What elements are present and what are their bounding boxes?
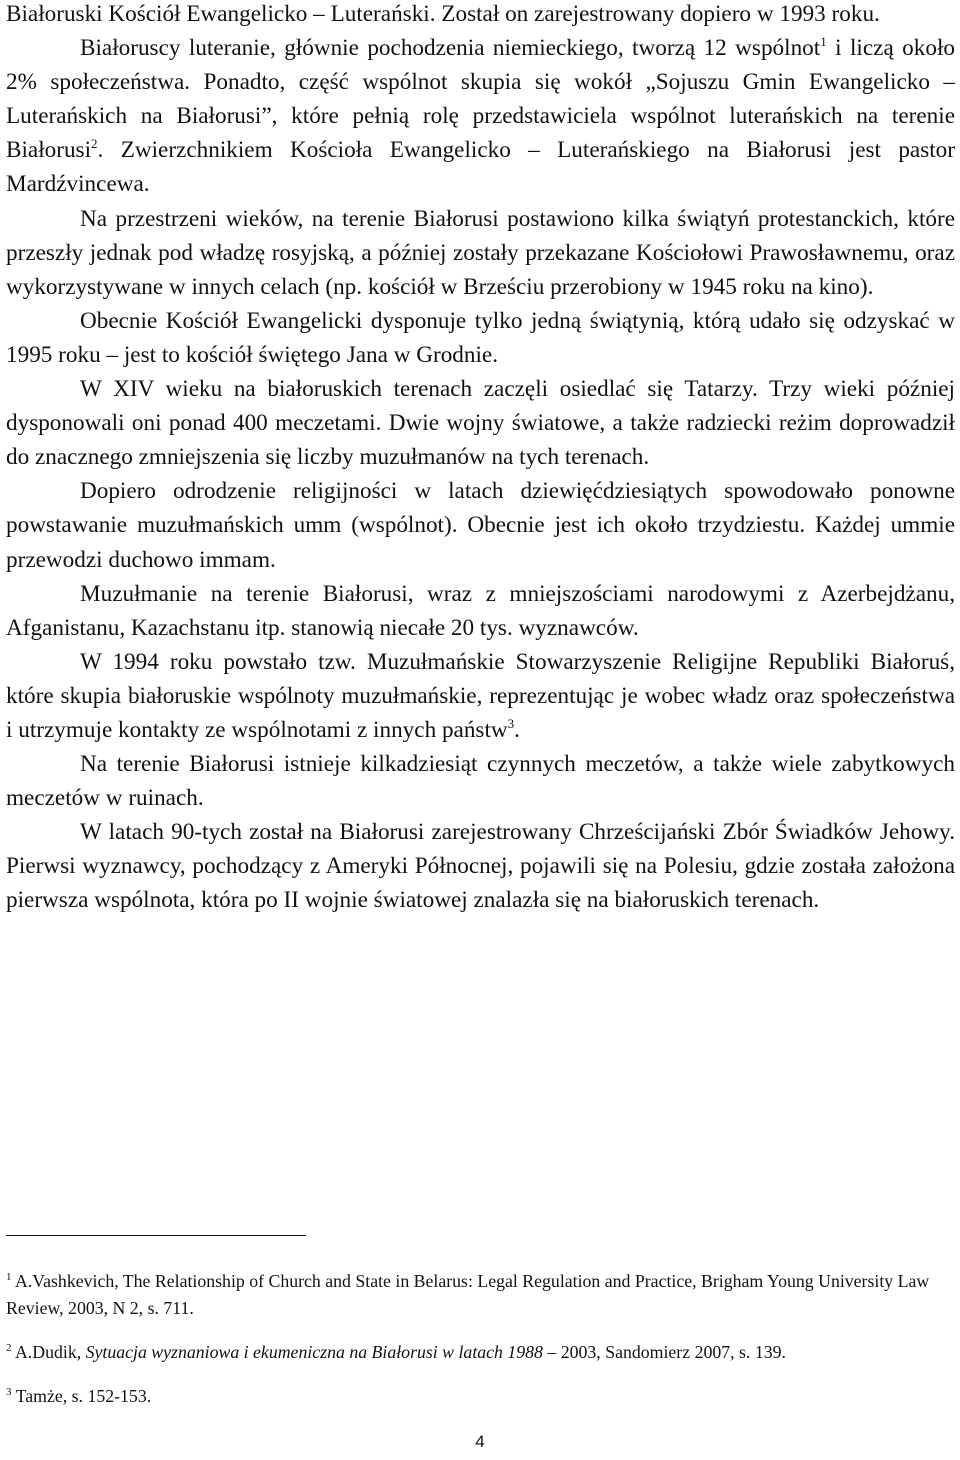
text-run: .: [514, 716, 520, 743]
footnote-text: – 2003, Sandomierz 2007, s. 139.: [542, 1342, 786, 1362]
text-run: W 1994 roku powstało tzw. Muzułmańskie Stowarzyszenie Religijne Republiki Białoruś, które skupia białoruskie wspólnoty muzułmańskie, reprezentując je wobec władz oraz społeczeństwa i utrzymuje kontakty ze wspólnotami z innych państw: [6, 648, 955, 743]
footnote-number: 3: [6, 1386, 12, 1398]
paragraph: Białoruski Kościół Ewangelicko – Luterański. Został on zarejestrowany dopiero w 1993 roku.: [6, 1, 880, 27]
text-run: i liczą około 2% społeczeństwa. Ponadto, część wspólnot skupia się wokół „Sojuszu Gmin Ewangelicko – Luterańskich na Białorusi”, które pełnią rolę przedstawiciela wspólnot luterańskich na terenie Białorusi: [6, 35, 955, 164]
footnote-ref: 3: [507, 715, 515, 731]
paragraph: Obecnie Kościół Ewangelicki dysponuje tylko jedną świątynią, którą udało się odzyskać w 1995 roku – jest to kościół świętego Jana w Grodnie.: [6, 307, 955, 368]
footnote-text: Tamże, s. 152-153.: [15, 1386, 152, 1406]
paragraph: W XIV wieku na białoruskich terenach zaczęli osiedlać się Tatarzy. Trzy wieki później dysponowali oni ponad 400 meczetami. Dwie wojny światowe, a także radziecki reżim doprowadził do znacznego zmniejszenia się liczby muzułmanów na tych terenach.: [6, 376, 955, 471]
paragraph: Dopiero odrodzenie religijności w latach dziewięćdziesiątych spowodowało ponowne powstawanie muzułmańskich umm (wspólnot). Obecnie jest ich około trzydziestu. Każdej ummie przewodzi duchowo immam.: [6, 478, 955, 573]
footnote-separator: [6, 1235, 306, 1236]
footnote-title: Sytuacja wyznaniowa i ekumeniczna na Białorusi w latach 1988: [85, 1342, 543, 1362]
footnote: [6, 1339, 946, 1366]
footnote-number: 2: [6, 1342, 12, 1354]
paragraph: Muzułmanie na terenie Białorusi, wraz z mniejszościami narodowymi z Azerbejdżanu, Afganistanu, Kazachstanu itp. stanowią niecałe 20 tys. wyznawców.: [6, 580, 955, 641]
text-run: . Zwierzchnikiem Kościoła Ewangelicko – Luterańskiego na Białorusi jest pastor Mardźvincewa.: [6, 137, 955, 198]
footnotes: [6, 1268, 946, 1427]
footnote-ref: 1: [820, 34, 827, 50]
footnote: [6, 1383, 946, 1410]
footnote-text: A.Vashkevich, The Relationship of Church and State in Belarus: Legal Regulation and Practice, Brigham Young University Law Review, 2003, N 2, s. 711.: [6, 1271, 930, 1318]
body-text: [6, 0, 955, 918]
footnote-number: 1: [6, 1271, 12, 1283]
footnote-ref: 2: [91, 136, 98, 152]
footnote-text: A.Dudik,: [14, 1342, 86, 1362]
paragraph: Na przestrzeni wieków, na terenie Białorusi postawiono kilka świątyń protestanckich, które przeszły jednak pod władzę rosyjską, a później zostały przekazane Kościołowi Prawosławnemu, oraz wykorzystywane w innych celach (np. kościół w Brześciu przerobiony w 1945 roku na kino).: [6, 205, 955, 300]
paragraph: Na terenie Białorusi istnieje kilkadziesiąt czynnych meczetów, a także wiele zabytkowych meczetów w ruinach.: [6, 751, 955, 812]
footnote: [6, 1268, 946, 1322]
paragraph: W latach 90-tych został na Białorusi zarejestrowany Chrześcijański Zbór Świadków Jehowy. Pierwsi wyznawcy, pochodzący z Ameryki Północnej, pojawili się na Polesiu, gdzie została założona pierwsza wspólnota, która po II wojnie światowej znalazła się na białoruskich terenach.: [6, 819, 955, 914]
paragraph: [6, 31, 955, 201]
text-run: Białoruscy luteranie, głównie pochodzenia niemieckiego, tworzą 12 wspólnot: [80, 35, 821, 62]
paragraph: [6, 645, 955, 747]
page-number: 4: [475, 1432, 485, 1451]
